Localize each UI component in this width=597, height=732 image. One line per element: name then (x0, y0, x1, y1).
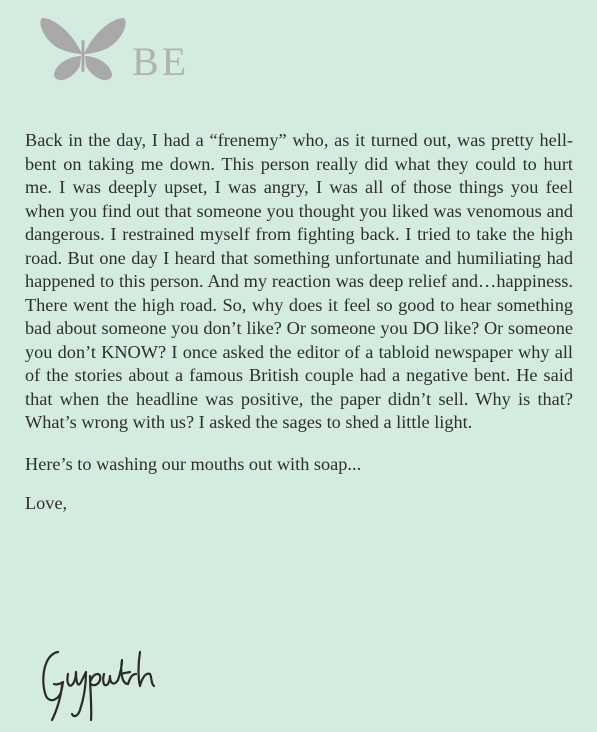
logo (38, 14, 189, 86)
butterfly-icon (38, 14, 128, 86)
closing-line: Here’s to washing our mouths out with soap... (25, 453, 362, 474)
signature (36, 640, 166, 730)
letter (25, 129, 573, 516)
letter-body: Back in the day, I had a “frenemy” who, as it turned out, was pretty hell-bent on taking me down. This person really did what they could to hurt me. I was deeply upset, I was angry, I was all of those things you feel when you find out that someone you thought you liked was venomous and dangerous. I restrained myself from fighting back. I tried to take the high road. But one day I heard that something unfortunate and humiliating had happened to this person. And my reaction was deep relief and…happiness. There went the high road. So, why does it feel so good to hear something bad about someone you don’t like? Or someone you DO like? Or someone you don’t KNOW? I once asked the editor of a tabloid newspaper why all of the stories about a famous British couple had a negative bent. He said that when the headline was positive, the paper didn’t sell. Why is that? What’s wrong with us? I asked the sages to shed a little light. (25, 130, 573, 432)
signature-graphic (36, 640, 166, 725)
valediction: Love, (25, 493, 68, 513)
logo-text: BE (132, 39, 190, 84)
